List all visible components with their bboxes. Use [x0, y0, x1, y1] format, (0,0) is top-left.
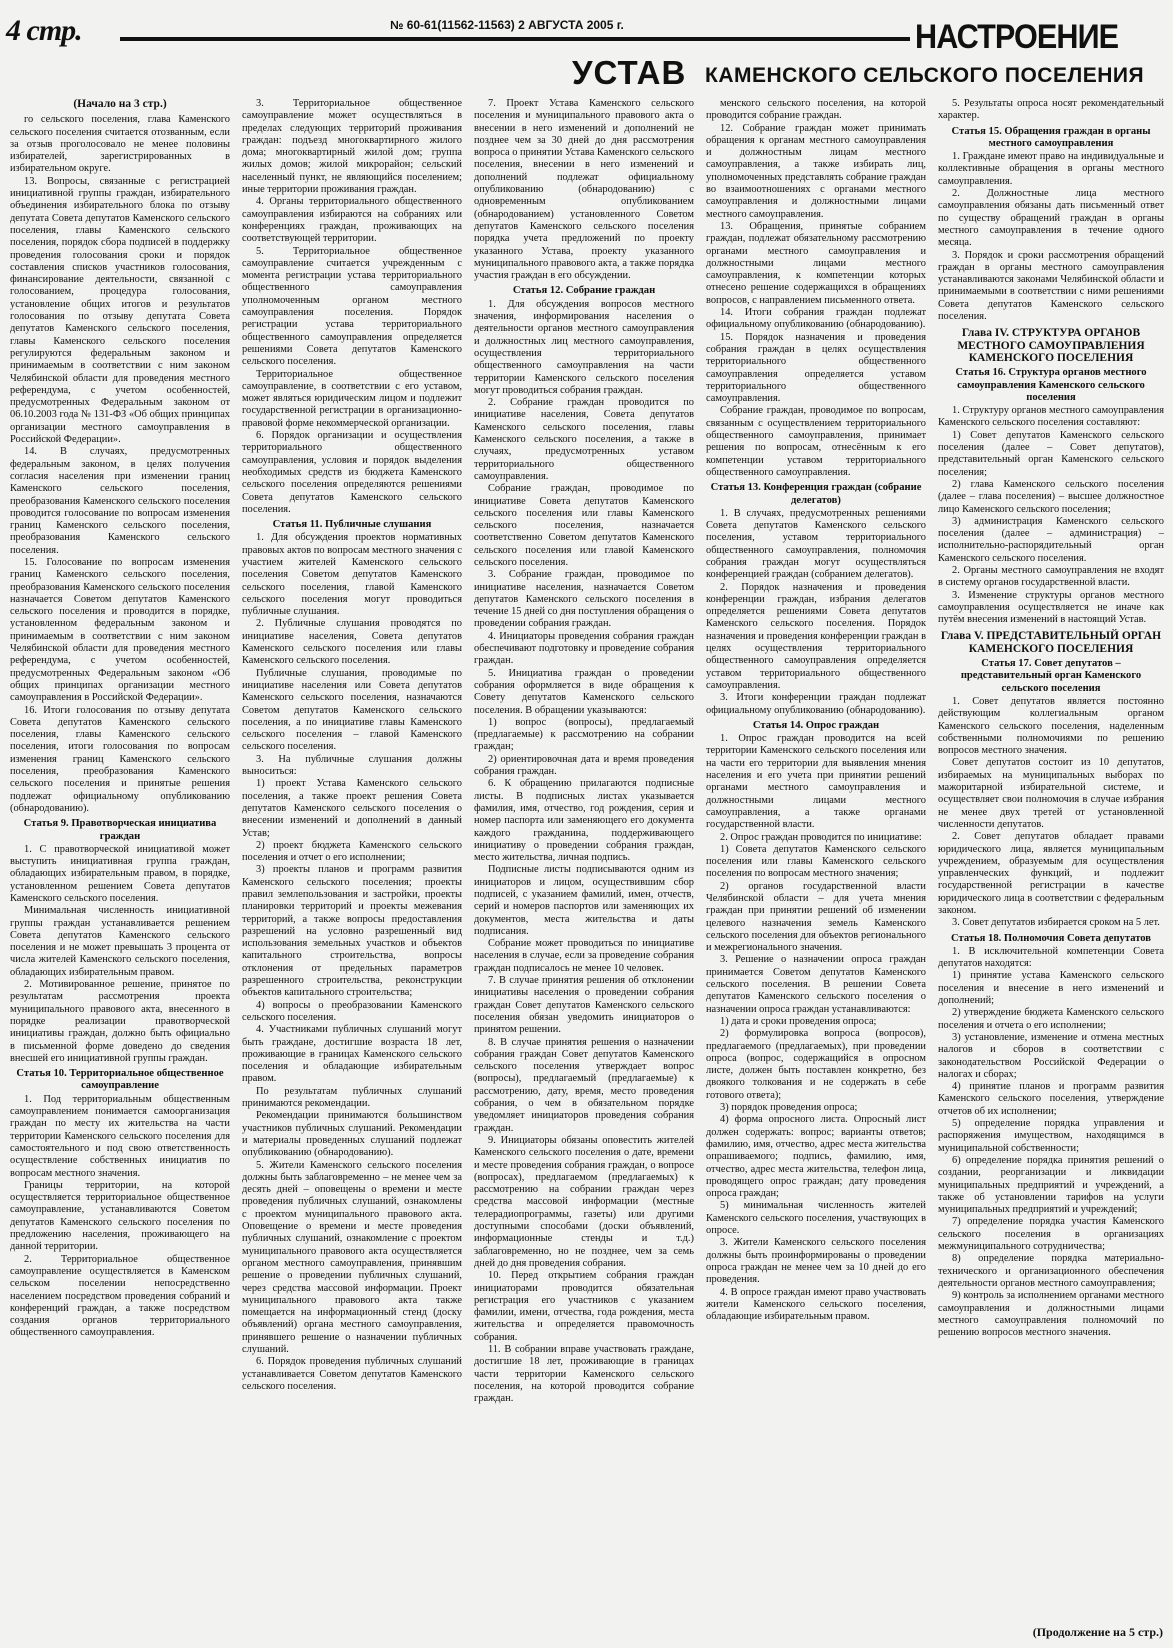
paragraph: Публичные слушания, проводимые по инициативе населения или Совета депутатов Каменского сельского поселения, назначаются Советом депутатов Каменского сельского поселения, а по инициативе главы Каменского сельского поселения – главой Каменского сельского поселения.: [242, 667, 462, 753]
paragraph: 1. Для обсуждения проектов нормативных правовых актов по вопросам местного значения с участием жителей Каменского сельского поселения Советом депутатов Каменского сельского поселения, главой Каменского сельского поселения могут проводиться публичные слушания.: [242, 532, 462, 618]
paragraph: 7. Проект Устава Каменского сельского поселения и муниципального правового акта о внесении в него изменений и дополнений не позднее чем за 30 дней до дня рассмотрения вопроса о принятии Устава Каменского сельского поселения, внесении в него изменений и дополнений подлежат официальному опубликованию (обнародованию) с одновременным опубликованием (обнародованием) установленного Советом депутатов Каменского сельского поселения порядка учета предложений по проекту указанного Устава, проекту указанного муниципального правового акта, а также порядка участия граждан в его обсуждении.: [474, 98, 694, 282]
section-title: НАСТРОЕНИЕ: [915, 18, 1119, 56]
column-5: [938, 98, 1164, 1638]
paragraph: 13. Вопросы, связанные с регистрацией инициативной группы граждан, избирательного объединения избирательного блока по отзыву депутата Совета депутатов Каменского сельского поселения, главы Каменского сельского поселения, порядок сбора подписей в поддержку проведения голосования сроки и порядок составления списков участников голосования, финансирование деятельности, связанной с голосованием, процедура голосования, установление общих итогов и результатов голосования по отзыву депутата Совета депутатов Каменского сельского поселения, главы Каменского сельского поселения регулируются федеральным законом и принимаемым в соответствии с ним законом Челябинской области для проведения местного референдума, с учетом особенностей, предусмотренных Федеральным законом от 06.10.2003 года № 131-ФЗ «Об общих принципах организации местного самоуправления в Российской Федерации».: [10, 175, 230, 446]
paragraph: 3. Изменение структуры органов местного самоуправления осуществляется не иначе как путём внесения изменений в настоящий Устав.: [938, 589, 1164, 626]
paragraph: 1) принятие устава Каменского сельского поселения и внесение в него изменений и дополнений;: [938, 970, 1164, 1007]
paragraph: 3. Собрание граждан, проводимое по инициативе населения, назначается Советом депутатов Каменского сельского поселения в течение 15 дней со дня поступления обращения о проведении собрания граждан.: [474, 569, 694, 630]
paragraph: 2. Органы местного самоуправления не входят в систему органов государственной власти.: [938, 564, 1164, 589]
continued-from: (Начало на 3 стр.): [73, 98, 167, 110]
paragraph: 4. Инициаторы проведения собрания граждан обеспечивают подготовку и проведение собрания граждан.: [474, 630, 694, 667]
issue-info: № 60-61(11562-11563) 2 АВГУСТА 2005 г.: [390, 18, 624, 32]
paragraph: 6. К обращению прилагаются подписные листы. В подписных листах указывается фамилия, имя, отчество, год рождения, серия и номер паспорта или заменяющего его документа каждого гражданина, поддерживающего инициативу о проведении собрания граждан, место жительства, личная подпись.: [474, 778, 694, 864]
paragraph: 15. Голосование по вопросам изменения границ Каменского сельского поселения, преобразования Каменского сельского поселения назначается Советом депутатов Каменского сельского поселения и проводится в порядке, установленном федеральным законом и принимаемым в соответствии с ним законом Челябинской области для проведения местного референдума, с учетом особенностей, предусмотренных Федеральным законом «Об общих принципах организации местного самоуправления в Российской Федерации».: [10, 556, 230, 704]
paragraph: 3. Порядок и сроки рассмотрения обращений граждан в органы местного самоуправления устанавливаются законами Челябинской области и принимаемыми в соответствии с ними решениями Совета депутатов Каменского сельского поселения.: [938, 249, 1164, 323]
paragraph: 4. В опросе граждан имеют право участвовать жители Каменского сельского поселения, обладающие избирательным правом.: [706, 1286, 926, 1323]
paragraph: Территориальное общественное самоуправление, в соответствии с его уставом, может являться юридическим лицом и подлежит государственной регистрации в организационно-правовой форме некоммерческой организации.: [242, 368, 462, 429]
paragraph: 1. Опрос граждан проводится на всей территории Каменского сельского поселения или на части его территории для выявления мнения населения и его учета при принятии решений органами местного самоуправления и должностными лицами местного самоуправления, а также органами государственной власти.: [706, 733, 926, 831]
paragraph: го сельского поселения, глава Каменского сельского поселения считается отозванным, если за отзыв проголосовало не менее половины избирателей, зарегистрированных в избирательном округе.: [10, 114, 230, 175]
paragraph: 1) Совет депутатов Каменского сельского поселения (далее – Совет депутатов), представительный орган Каменского сельского поселения;: [938, 429, 1164, 478]
paragraph: 3) порядок проведения опроса;: [720, 1102, 858, 1114]
paragraph: 10. Перед открытием собрания граждан инициаторами проводится обязательная регистрация его участников с указанием фамилии, имени, отчества, года рождения, места жительства и определяется правомочность собрания.: [474, 1270, 694, 1343]
paragraph: 5. Жители Каменского сельского поселения должны быть заблаговременно – не менее чем за десять дней – оповещены о времени и месте проведения публичных слушаний, ознакомлены с проектом муниципального правового акта. Оповещение о времени и месте проведения публичных слушаний, ознакомление с проектом муниципального правового акта осуществляется органом местного самоуправления, принявшим решение о проведении публичных слушаний, через средства массовой информации. Проект муниципального правового акта также помещается на информационный стенд (доску объявлений) органа местного самоуправления, принявшего решение о назначении публичных слушаний.: [242, 1159, 462, 1355]
paragraph: Рекомендации принимаются большинством участников публичных слушаний. Рекомендации и материалы проведенных слушаний подлежат опубликованию (обнародованию).: [242, 1110, 462, 1159]
paragraph: 6. Порядок проведения публичных слушаний устанавливается Советом депутатов Каменского сельского поселения.: [242, 1356, 462, 1392]
paragraph: 4) форма опросного листа. Опросный лист должен содержать: вопрос; варианты ответов; фамилию, имя, отчество, адрес места жительства опрашиваемого; подпись, фамилию, имя, отчество, адрес места жительства, телефон лица, проводящего опрос граждан; дату проведения опроса граждан;: [706, 1114, 926, 1200]
paragraph: 5. Территориальное общественное самоуправление считается учрежденным с момента регистрации устава территориального общественного самоуправления уполномоченным органом местного самоуправления поселения. Порядок регистрации устава территориального общественного самоуправления определяется решениями Совета депутатов Каменского сельского поселения.: [242, 245, 462, 368]
paragraph: 3. Жители Каменского сельского поселения должны быть проинформированы о проведении опроса граждан не менее чем за 10 дней до его проведения.: [706, 1237, 926, 1286]
page-number: 4 стр.: [6, 14, 82, 47]
paragraph: 2) глава Каменского сельского поселения (далее – глава поселения) – высшее должностное лицо Каменского сельского поселения;: [938, 478, 1164, 515]
chapter-heading: Глава IV. СТРУКТУРА ОРГАНОВ МЕСТНОГО САМОУПРАВЛЕНИЯ КАМЕНСКОГО ПОСЕЛЕНИЯ: [957, 327, 1145, 364]
paragraph: 4. Органы территориального общественного самоуправления избираются на собраниях или конференциях граждан, проживающих на соответствующей территории.: [242, 196, 462, 245]
article-heading: Статья 10. Территориальное общественное самоуправление: [16, 1068, 224, 1092]
paragraph: 2) органов государственной власти Челябинской области – для учета мнения граждан при принятии решений об изменении целевого назначения земель Каменского сельского поселения для объектов регионального и межрегионального значения.: [706, 880, 926, 954]
column-4: [706, 98, 926, 1638]
paragraph: Минимальная численность инициативной группы граждан устанавливается решением Совета депутатов Каменского сельского поселения и не может превышать 3 процента от числа жителей Каменского сельского поселения, обладающих избирательным правом.: [10, 905, 230, 978]
paragraph: 2) утверждение бюджета Каменского сельского поселения и отчета о его исполнении;: [938, 1007, 1164, 1031]
paragraph: 5) определение порядка управления и распоряжения имуществом, находящимся в муниципальной собственности;: [938, 1118, 1164, 1154]
column-2: [242, 98, 462, 1638]
article-heading: Статья 9. Правотворческая инициатива граждан: [23, 818, 217, 842]
paragraph: 2) проект бюджета Каменского сельского поселения и отчет о его исполнении;: [242, 839, 462, 864]
paragraph: 2. Собрание граждан проводится по инициативе населения, Совета депутатов Каменского сельского поселения, главы Каменского сельского поселения, а также в случаях, предусмотренных уставом территориального общественного самоуправления.: [474, 397, 694, 482]
paragraph: 2) ориентировочная дата и время проведения собрания граждан.: [474, 753, 694, 778]
paragraph: 2) формулировка вопроса (вопросов), предлагаемого (предлагаемых), при проведении опроса (вопрос, содержащийся в опросном листе, должен быть поставлен конкретно, без двоякого толкования и не содержать в себе готового ответа);: [706, 1028, 926, 1101]
paragraph: 2. Публичные слушания проводятся по инициативе населения, Совета депутатов Каменского сельского поселения или главы Каменского сельского поселения.: [242, 618, 462, 667]
paragraph: 1. В случаях, предусмотренных решениями Совета депутатов Каменского сельского поселения, уставом территориального общественного самоуправления, полномочия собрания граждан могут осуществляться конференцией граждан (собранием делегатов).: [706, 507, 926, 581]
paragraph: 2. Совет депутатов обладает правами юридического лица, является муниципальным учреждением, образуемым для осуществления управленческих функций, и подлежит государственной регистрации в качестве юридического лица в соответствии с федеральным законом.: [938, 831, 1164, 916]
paragraph: 1) проект Устава Каменского сельского поселения, а также проект решения Совета депутатов Каменского сельского поселения о внесении изменений и дополнений в данный Устав;: [242, 778, 462, 839]
paragraph: 12. Собрание граждан может принимать обращения к органам местного самоуправления и должностным лицам местного самоуправления, а также избирать лиц, уполномоченных представлять собрание граждан во взаимоотношениях с органами местного самоуправления и должностными лицами местного самоуправления.: [706, 122, 926, 220]
paragraph: По результатам публичных слушаний принимаются рекомендации.: [242, 1085, 462, 1110]
paragraph: 3. Совет депутатов избирается сроком на 5 лет.: [952, 917, 1160, 929]
paragraph: 3) администрация Каменского сельского поселения (далее – администрация) – исполнительно-распорядительный орган Каменского сельского поселения.: [938, 515, 1164, 564]
paragraph: 14. Итоги собрания граждан подлежат официальному опубликованию (обнародованию).: [706, 307, 926, 331]
paragraph: 3. На публичные слушания должны выноситься:: [242, 753, 462, 778]
article-heading: Статья 13. Конференция граждан (собрание делегатов): [710, 482, 922, 506]
article-heading: Статья 11. Публичные слушания: [272, 519, 432, 531]
paragraph: 1) Совета депутатов Каменского сельского поселения или главы Каменского сельского поселения по вопросам местного значения;: [706, 843, 926, 880]
paragraph: Подписные листы подписываются одним из инициаторов и лицом, осуществившим сбор подписей, с указанием фамилий, имен, отчеств, серий и номеров паспортов или заменяющих их документов, места жительства и даты подписания.: [474, 864, 694, 937]
article-heading: Статья 18. Полномочия Совета депутатов: [950, 932, 1152, 944]
paragraph: 3. Решение о назначении опроса граждан принимается Советом депутатов Каменского сельского поселения. В решении Совета депутатов Каменского сельского поселения о назначении опроса граждан устанавливаются:: [706, 954, 926, 1015]
paragraph: 9) контроль за исполнением органами местного самоуправления и должностными лицами местного самоуправления полномочий по решению вопросов местного значения.: [938, 1290, 1164, 1339]
paragraph: Границы территории, на которой осуществляется территориальное общественное самоуправление, устанавливаются Советом депутатов Каменского сельского поселения по предложению населения, проживающего на данной территории.: [10, 1179, 230, 1253]
paragraph: 15. Порядок назначения и проведения собрания граждан в целях осуществления территориального общественного самоуправления определяется уставом территориального общественного самоуправления.: [706, 331, 926, 405]
paragraph: 7. В случае принятия решения об отклонении инициативы населения о проведении собрания граждан Совет депутатов Каменского сельского поселения обязан уведомить инициаторов о принятом решении.: [474, 975, 694, 1036]
article-body: [10, 98, 1166, 1643]
chapter-heading: Глава V. ПРЕДСТАВИТЕЛЬНЫЙ ОРГАН КАМЕНСКОГО ПОСЕЛЕНИЯ: [940, 630, 1162, 655]
paragraph: 3. Итоги конференции граждан подлежат официальному опубликованию (обнародованию).: [706, 692, 926, 716]
article-heading: Статья 15. Обращения граждан в органы местного самоуправления: [951, 125, 1151, 149]
paragraph: 3) установление, изменение и отмена местных налогов и сборов в соответствии с законодательством Российской Федерации о налогах и сборах;: [938, 1031, 1164, 1080]
paragraph: 1) вопрос (вопросы), предлагаемый (предлагаемые) к рассмотрению на собрании граждан;: [474, 716, 694, 753]
paragraph: Собрание может проводиться по инициативе населения в случае, если за проведение собрания граждан подписалось не менее 10 человек.: [474, 938, 694, 974]
paragraph: 7) определение порядка участия Каменского сельского поселения в организациях межмуниципального сотрудничества;: [938, 1216, 1164, 1253]
paragraph: 1) дата и сроки проведения опроса;: [720, 1015, 877, 1027]
paragraph: 6) определение порядка принятия решений о создании, реорганизации и ликвидации муниципальных предприятий и учреждений, а также об установлении тарифов на услуги муниципальных предприятий и учреждений;: [938, 1154, 1164, 1216]
paragraph: 14. В случаях, предусмотренных федеральным законом, в целях получения согласия населения при изменении границ Каменского сельского поселения, преобразования Каменского сельского поселения проводится голосование по вопросам изменения границ Каменского сельского поселения, преобразования Каменского сельского поселения.: [10, 446, 230, 556]
paragraph: 1. Под территориальным общественным самоуправлением понимается самоорганизация граждан по месту их жительства на части территории Каменского сельского поселения для самостоятельного и под свою ответственность осуществление собственных инициатив по вопросам местного значения.: [10, 1093, 230, 1179]
paragraph: 1. Для обсуждения вопросов местного значения, информирования населения о деятельности органов местного самоуправления и должностных лиц местного самоуправления, осуществления территориального общественного самоуправления на части территории Каменского сельского поселения могут проводиться собрания граждан.: [474, 298, 694, 396]
paragraph: Совет депутатов состоит из 10 депутатов, избираемых на муниципальных выборах по мажоритарной избирательной системе, и осуществляет свои полномочия в случае избрания не менее двух третей от установленной численности депутатов.: [938, 757, 1164, 830]
continued-to: (Продолжение на 5 стр.): [1032, 1625, 1163, 1639]
paragraph: 6. Порядок организации и осуществления территориального общественного самоуправления, условия и порядок выделения необходимых средств из бюджета Каменского сельского поселения определяются решениями Совета депутатов Каменского сельского поселения.: [242, 430, 462, 515]
paragraph: 4) принятие планов и программ развития Каменского сельского поселения, утверждение отчетов об их исполнении;: [938, 1081, 1164, 1117]
paragraph: 2. Опрос граждан проводится по инициативе:: [720, 831, 922, 843]
headline-subtitle: КАМЕНСКОГО СЕЛЬСКОГО ПОСЕЛЕНИЯ: [705, 64, 1145, 87]
paragraph: 4. Участниками публичных слушаний могут быть граждане, достигшие возраста 18 лет, проживающие в границах Каменского сельского поселения и обладающие избирательным правом.: [242, 1024, 462, 1085]
column-3: [474, 98, 694, 1638]
paragraph: 1. С правотворческой инициативой может выступить инициативная группа граждан, обладающих избирательным правом, в порядке, установленном решением Совета депутатов Каменского сельского поселения.: [10, 843, 230, 904]
paragraph: 8. В случае принятия решения о назначении собрания граждан Совет депутатов Каменского сельского поселения утверждает вопрос (вопросы), предлагаемый (предлагаемые) к рассмотрению, дату, время, место проведения собрания, о чем в обязательном порядке уведомляет инициаторов проведения собрания граждан.: [474, 1036, 694, 1134]
paragraph: 4) вопросы о преобразовании Каменского сельского поселения.: [242, 999, 462, 1023]
paragraph: 1. Совет депутатов является постоянно действующим коллегиальным органом Каменского сельского поселения, наделенным собственными полномочиями по решению вопросов местного значения.: [938, 695, 1164, 757]
paragraph: 3) проекты планов и программ развития Каменского сельского поселения; проекты правил землепользования и застройки, проекты планировки территорий и проекты межевания территорий, а также вопросы предоставления разрешений на условно разрешенный вид использования земельных участков и объектов капитального строительства, вопросы отклонения от предельных параметров разрешенного строительства, реконструкции объектов капитального строительства;: [242, 864, 462, 999]
paragraph: 9. Инициаторы обязаны оповестить жителей Каменского сельского поселения о дате, времени и месте проведения собрания граждан, о вопросе (вопросах), предлагаемом (предлагаемых) к рассмотрению на собрании граждан через средства массовой информации (местные телерадиопрограммы, газеты) или другими доступными способами (доски объявлений, информационные стенды и т.д.) заблаговременно, но не позднее, чем за семь дней до дня проведения собрания.: [474, 1134, 694, 1269]
paragraph: 2. Мотивированное решение, принятое по результатам рассмотрения проекта муниципального правового акта, внесенного в порядке реализации правотворческой инициативы граждан, должно быть официально в письменной форме доведено до сведения внесшей его инициативной группы граждан.: [10, 979, 230, 1064]
paragraph: Собрание граждан, проводимое по вопросам, связанным с осуществлением территориального общественного самоуправления, принимает решения по вопросам, отнесённым к его компетенции уставом территориального общественного самоуправления.: [706, 405, 926, 478]
paragraph: 11. В собрании вправе участвовать граждане, достигшие 18 лет, проживающие в границах части территории Каменского сельского поселения, на которой проводится собрание граждан.: [474, 1343, 694, 1405]
paragraph: менского сельского поселения, на которой проводится собрание граждан.: [706, 98, 926, 122]
column-1: [10, 98, 230, 1638]
headline-title: УСТАВ: [572, 54, 687, 91]
paragraph: 1. В исключительной компетенции Совета депутатов находятся:: [938, 945, 1164, 970]
masthead-rule: [120, 37, 910, 41]
article-heading: Статья 14. Опрос граждан: [752, 719, 880, 731]
article-headline: [0, 54, 1173, 91]
article-heading: Статья 17. Совет депутатов – представительный орган Каменского сельского поселения: [960, 658, 1142, 694]
paragraph: 16. Итоги голосования по отзыву депутата Совета депутатов Каменского сельского поселения, главы Каменского сельского поселения, итоги голосования по вопросам изменения границ Каменского сельского поселения, преобразования Каменского сельского поселения и принятые решения подлежат официальному опубликованию (обнародованию).: [10, 704, 230, 814]
article-heading: Статья 12. Собрание граждан: [512, 285, 656, 297]
paragraph: 2. Должностные лица местного самоуправления обязаны дать письменный ответ по существу обращений граждан в органы местного самоуправления в течение одного месяца.: [938, 188, 1164, 249]
paragraph: 8) определение порядка материально-технического и организационного обеспечения деятельности органов местного самоуправления;: [938, 1253, 1164, 1289]
paragraph: 1. Структуру органов местного самоуправления Каменского сельского поселения составляют:: [938, 405, 1164, 429]
paragraph: 5. Инициатива граждан о проведении собрания оформляется в виде обращения к Совету депутатов Каменского сельского поселения. В обращении указываются:: [474, 667, 694, 716]
paragraph: 5. Результаты опроса носят рекомендательный характер.: [938, 98, 1164, 122]
paragraph: 13. Обращения, принятые собранием граждан, подлежат обязательному рассмотрению органами местного самоуправления и должностными лицами местного самоуправления, к компетенции которых отнесено решение содержащихся в обращениях вопросов, с направлением письменного ответа.: [706, 220, 926, 306]
paragraph: Собрание граждан, проводимое по инициативе Совета депутатов Каменского сельского поселения или главы Каменского сельского поселения, назначается соответственно Советом депутатов Каменского сельского поселения или главой Каменского сельского поселения.: [474, 483, 694, 568]
paragraph: 2. Территориальное общественное самоуправление осуществляется в Каменском сельском поселении непосредственно населением посредством проведения собраний и конференций граждан, а также посредством создания органов территориального общественного самоуправления.: [10, 1253, 230, 1339]
paragraph: 5) минимальная численность жителей Каменского сельского поселения, участвующих в опросе.: [706, 1200, 926, 1237]
masthead: [0, 0, 1173, 60]
paragraph: 3. Территориальное общественное самоуправление может осуществляться в пределах следующих территорий проживания граждан: подъезд многоквартирного жилого дома; многоквартирный жилой дом; группа жилых домов; жилой микрорайон; сельский населенный пункт, не являющийся поселением; иные территории проживания граждан.: [242, 98, 462, 196]
paragraph: 2. Порядок назначения и проведения конференции граждан, избрания делегатов определяется решениями Совета депутатов Каменского сельского поселения. Порядок назначения и проведения конференции граждан в целях осуществления территориального общественного самоуправления определяется уставом территориального общественного самоуправления.: [706, 581, 926, 691]
article-heading: Статья 16. Структура органов местного самоуправления Каменского сельского поселения: [955, 367, 1147, 403]
paragraph: 1. Граждане имеют право на индивидуальные и коллективные обращения в органы местного самоуправления.: [938, 151, 1164, 187]
